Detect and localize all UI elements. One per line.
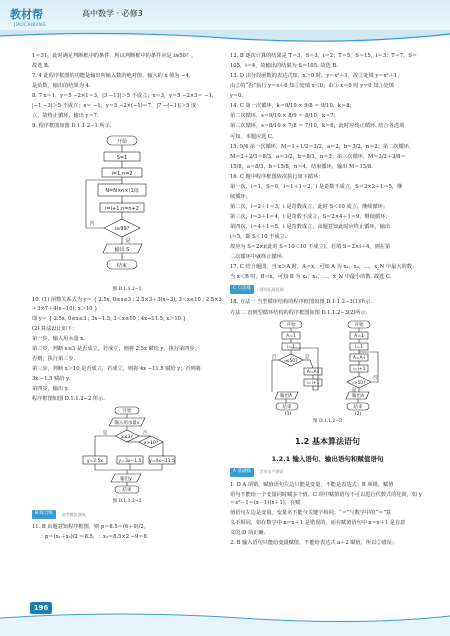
answer-line: 可知，本题应选 C. <box>230 133 274 140</box>
fc-text: A=A·i <box>306 369 319 375</box>
footer-wave <box>0 608 450 636</box>
answer-line: 15/8，a＝8/3，b＝15/8，n＝4，结束循环，输出 M＝15/8. <box>230 163 373 170</box>
q10-text: 即 y＝ <box>32 315 47 322</box>
section-badge: B 综合练 <box>32 510 56 519</box>
answer-line: 义不相同，如在数学中 x＝x＋1 是错误的，而在赋值语句中 x＝x＋1 是有意 <box>230 520 406 527</box>
answer-line: y＝0. <box>230 93 244 100</box>
figure-caption: 图 D.1.1.2−3 <box>313 418 342 424</box>
fc-subcaption: (2) <box>354 411 361 416</box>
fc-text: 输出A <box>351 393 364 399</box>
subsection-heading: 1.2.1 输入语句、输出语句和赋值语句 <box>271 454 384 463</box>
answer-line: 方法二 直到型循环结构的程序框图如图 D.1.1.2−3(2)所示. <box>230 309 368 316</box>
left-column <box>32 52 222 543</box>
fc-text: i=1 <box>354 344 363 350</box>
answer-line: 16. C 题中程序框图依次执行如下循环： <box>230 173 324 180</box>
flowchart-fig1 <box>72 134 182 284</box>
fc-text: 是 <box>102 431 108 437</box>
answer-line: 第四步，输出 y. <box>32 386 69 393</box>
answer-line: 当 x＜B 时，B＝x，可知 B 为 x₁，x₂，…，x_N 中最小的数. 故选 C. <box>230 274 392 281</box>
section-heading: 1.2 基本算法语句 <box>295 436 360 446</box>
answer-line: 由②的“否”执行 y＝x＋6 知①处填 x＜0；由③ x＝0 时 y＝0 知③处填 <box>230 83 394 90</box>
header-wave <box>0 30 450 48</box>
answer-line: 第四次，i＝4＋1＝5，i 是奇数成立，由题意知此时应终止循环，输出 <box>230 224 391 231</box>
answer-line: 105，i＝4，故输出的结果为 S＝105. 故选 B. <box>230 63 338 70</box>
fc-text: 否 <box>89 220 95 227</box>
fc-text: i=1,n=2 <box>111 170 133 177</box>
section-badge: A 基础练 <box>230 468 254 477</box>
fc-text: i=i+1 <box>306 380 319 386</box>
section-badge: C 自选练 <box>230 285 254 294</box>
answer-line: 2. B 输入语句只能给变量赋值，不能给表达式 a＋2 赋值，所以②错误； <box>230 540 398 547</box>
fc-text: 结束 <box>122 488 132 494</box>
fc-text: 开始 <box>286 322 295 328</box>
answer-line: 13. D 由分段函数的表达式知，x＞0 时，y＝x²＋1，故②处填 y＝x²＋1； <box>230 73 403 80</box>
flowchart-fig3 <box>258 320 398 416</box>
figure-caption: 图 D.1.1.2−2 <box>112 499 142 505</box>
flowchart-fig2 <box>77 406 177 496</box>
fc-text: x≤3? <box>121 435 133 441</box>
section-bar-basic <box>230 468 425 477</box>
page-header <box>0 0 450 48</box>
piecewise-2: { 2.5x, 0≤x≤3 ; 3x−1.5, 3＜x≤10 ; 4x−11.5, x＞10 } <box>48 315 186 322</box>
fc-text: i≥99? <box>114 225 130 232</box>
fc-text: y=4x−11.5 <box>149 459 175 465</box>
answer-line: 1＝31，此时满足判断框中的条件，所以判断框中的条件应是 i≥50？。 <box>32 53 197 59</box>
fc-text: y=3x−1.5 <box>118 459 142 465</box>
fc-text: 结束 <box>116 262 128 269</box>
answer-line: 语句不能给一个变量同时赋多个值，C 项中赋值语句不可以进行代数式的化简，如 y＝x²－1＝(x－1)(x＋1)，在赋 <box>230 492 422 507</box>
answer-line: 第一步，输入用水量 x. <box>32 335 85 342</box>
fc-text: 开始 <box>122 409 132 415</box>
fc-text: 结束 <box>282 404 291 410</box>
q10-text: 10. (1) 函数关系式为 y＝ <box>32 297 92 304</box>
answer-line: |−1 −3|＞5 不成立；x＝ −1，y＝5 −2×(−1)＝7，|7 −(−1)|＞5 成 <box>32 103 197 110</box>
answer-line: 第二步，判断 x≤3 是否成立，若成立，则将 2.5x 赋给 y，执行第四步； <box>32 345 200 352</box>
answer-line: 3x −1.5 赋给 y. <box>32 375 71 382</box>
answer-line: 故选 B. <box>32 63 50 70</box>
answer-line: ∴ p＝(x₂＋x₃)/2 ＝8.5，∴ x₃＝8.5×2 −9＝8. <box>40 534 149 541</box>
section-label: · 高考模拟演练 <box>59 511 86 517</box>
answer-line: 故应为 S＝2×i(此时 S＝10＜10 不成立)，若填 S＝2×i＋4，则在第 <box>230 244 391 251</box>
answer-line: 17. C 结合题图，当 x＞A 时，A＝x，可知 A 为 x₁，x₂，…，x_N 中最大的数； <box>230 264 418 271</box>
fc-text: 是 <box>351 387 356 393</box>
fc-text: 否 <box>271 354 276 360</box>
answer-line: 14. C 第一次循环，k＝9/10 × 9/8 ＝ 9/10，k＝8； <box>230 103 355 110</box>
brand-subtitle: JIAOCAIBANG <box>14 22 46 27</box>
answer-line: 1. D A 项错，赋值语句左边只能是变量，不能是表达式；B 项错，赋值 <box>230 481 394 488</box>
fc-text: A=1 <box>353 333 364 339</box>
answer-line: 11. B 由题意知程序框图，则 p＝8.5＝(6＋9)/2， <box>32 524 149 531</box>
answer-line: 续循环； <box>230 193 251 200</box>
fc-text: 开始 <box>354 322 363 328</box>
fc-text: S=1 <box>116 154 128 161</box>
answer-line: 第二次，i＝2＋1＝3，i 是奇数成立，此时 S＜10 成立，继续循环； <box>230 203 389 210</box>
fc-text: 否 <box>142 431 148 437</box>
answer-line <box>32 296 222 312</box>
fc-text: 输出y <box>120 477 132 483</box>
answer-line: (2) 算法设计如下： <box>32 325 78 332</box>
section-bar-comprehensive <box>32 510 222 519</box>
fc-text: A=1 <box>285 333 296 339</box>
fc-text: i≤50? <box>283 358 298 364</box>
right-column <box>230 52 425 549</box>
answer-line <box>32 315 222 323</box>
answer-line: 18. 方法一 当型循环结构的程序框图如图 D.1.1.2−3(1)所示. <box>230 299 373 306</box>
fc-text: i=1 <box>286 344 295 350</box>
figure-caption: 图 D.1.1.2−1 <box>112 286 142 292</box>
fc-text: N=N×n×(1/i) <box>105 187 139 194</box>
section-label: · 学业水平测试 <box>257 469 284 475</box>
page-number: 196 <box>30 602 52 614</box>
fc-text: 开始 <box>116 138 128 145</box>
fc-text: 输出A <box>279 393 292 399</box>
fc-text: i>50? <box>351 380 366 386</box>
fc-text: 是 <box>304 354 309 360</box>
answer-line: M＝2＋2/3＝8/3，a＝3/2，b＝8/3，n＝3；第三次循环，M＝3/2＋3/8＝ <box>230 153 406 160</box>
fc-text: x>10? <box>143 441 159 447</box>
answer-line: 立，故终止循环，输出 y＝7. <box>32 113 99 120</box>
answer-line: 第二次循环，s＝9/10 × 8/9 ＝ 8/10，k＝7； <box>230 113 339 120</box>
fc-text: y=2.5x <box>86 459 104 465</box>
answer-line: 第三次循环，s＝8/10 × 7/8 ＝ 7/10，k＝6，此时应终止循环. 结合各选项 <box>230 123 405 130</box>
answer-line: 第三步，判断 x＞10 是否成立，若成立，则将 4x −11.5 赋给 y；否则将 <box>32 365 201 372</box>
answer-line: 7. 4 此程序框图的功能是输出所输入数的绝对值，输入的 x 值为 −4， <box>32 73 194 80</box>
answer-line: 义的;D 项正确. <box>230 530 266 537</box>
answer-line: 否则，执行第三步. <box>32 355 76 362</box>
answer-line: 第三次，i＝3＋1＝4，i 是奇数不成立，S＝2×4＋1＝9，继续循环； <box>230 214 391 220</box>
section-bar-optional <box>230 285 425 294</box>
fc-text: 否 <box>372 375 377 381</box>
answer-line: 是负数，输出的结果为 4. <box>32 83 91 90</box>
section-label: · 课外拓展延伸 <box>257 286 284 292</box>
fc-text: i=i+1 <box>352 366 365 372</box>
fc-text: A=A·i <box>352 355 365 361</box>
brand-logo: 教材帮 <box>10 8 43 21</box>
book-title: 高中数学 · 必修3 <box>82 9 143 18</box>
answer-line: 8. 7 x＝1，y＝5 −2×1＝3，|3 −11|＞5 不成立；x＝3，y＝5 −2×3＝ −1， <box>32 93 218 100</box>
piecewise-1: { 2.5x, 0≤x≤3 ; 2.5×3＋3(x−3), 3＜x≤10 ; 2.5×3＋3×7＋4(x−10), x＞10 } <box>32 297 222 312</box>
fc-text: 是 <box>125 237 131 244</box>
answer-line: 9. 程序框图如图 D.1.1.2−1 所示. <box>32 123 112 130</box>
answer-line: 12. B 逐次计算的结果是 T＝3，S＝3，i＝2；T＝5，S＝15，i＝3；T＝7，S＝ <box>230 53 418 59</box>
answer-line: 二次循环中就终止循环. <box>230 254 284 261</box>
fc-subcaption: (1) <box>284 411 291 416</box>
fc-text: 结束 <box>353 404 362 410</box>
fc-text: 输出 S <box>114 246 130 253</box>
answer-line: 第一次，i＝1，S＝0，i＝1＋1＝2，i 是奇数不成立，S＝2×2＋1＝5，继 <box>230 183 403 190</box>
answer-line: i＝5，即 S＜10 不成立. <box>230 234 287 241</box>
answer-line: 15. 9/4 第一次循环，M＝1＋1/2＝3/2，a＝2，b＝3/2，n＝2；第二次循环， <box>230 143 415 150</box>
answer-line: 程序框图如图 D.1.1.2−2 所示. <box>32 396 105 403</box>
fc-text: 输入用水量x <box>114 421 140 427</box>
fc-text: i=i+1,n=n+2 <box>105 205 139 212</box>
answer-line: 值语句左边是变量。变量名不能与关键字相同；“＝”与数学中的“＝”意 <box>230 510 392 517</box>
